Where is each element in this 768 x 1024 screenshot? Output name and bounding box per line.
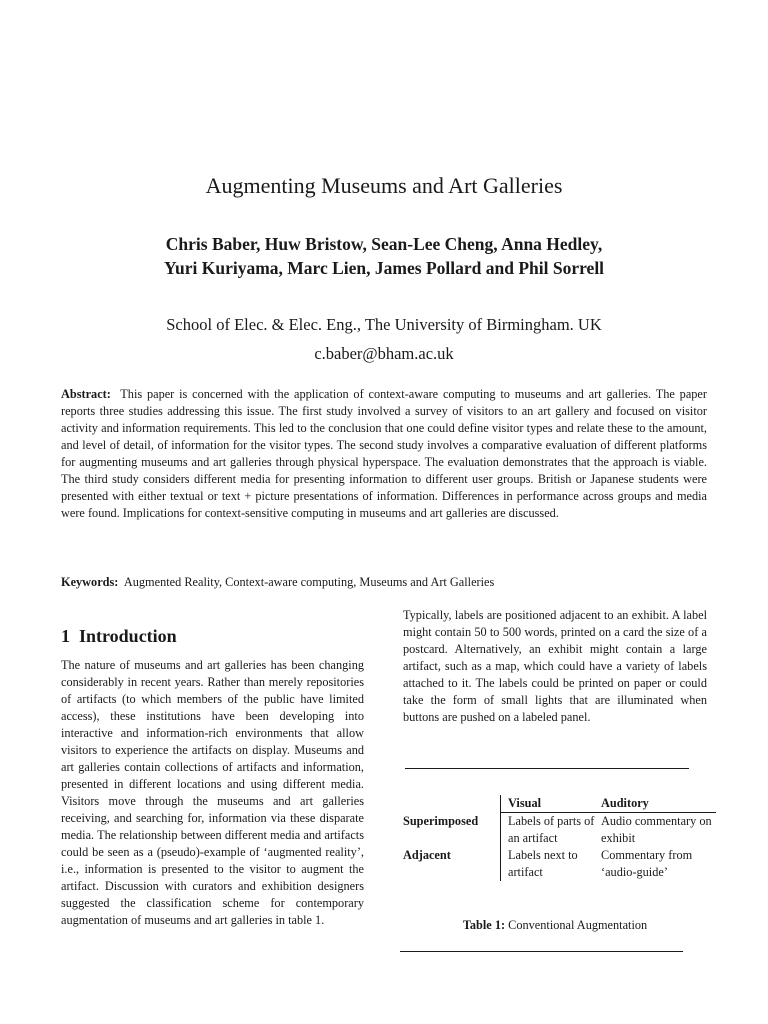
table-caption-text: Conventional Augmentation <box>508 918 648 932</box>
table-row-header: Superimposed <box>403 813 479 828</box>
table-row <box>399 813 716 848</box>
abstract-text: This paper is concerned with the application of context-aware computing to museums and art galleries. The paper reports three studies addressing this issue. The first study involved a survey of visitors to an art gallery and focused on visitor activity and information requirements. This led to the conclusion that one could define visitor types and relate these to the amount, and level of detail, of information for the visitor types. The second study involves a comparative evaluation of different platforms for augmenting museums and art galleries through physical hyperspace. The evaluation demonstrates that the approach is viable. The third study considers different media for presenting information to different user groups. British or Japanese students were presented with either textual or text + picture presentations of information. Differences in performance across groups and media were found. Implications for context-sensitive computing in museums and art galleries are discussed. <box>61 387 707 520</box>
table-row <box>399 847 716 881</box>
section-title: Introduction <box>79 626 177 646</box>
table-column-header: Visual <box>501 795 602 813</box>
keywords <box>61 574 707 591</box>
table-cell: Commentary from ‘audio-guide’ <box>601 848 693 879</box>
author-list-line-1: Chris Baber, Huw Bristow, Sean-Lee Cheng, Anna Hedley, <box>165 234 603 254</box>
table-row-header: Adjacent <box>403 848 451 862</box>
table-corner-cell <box>399 795 501 813</box>
keywords-text: Augmented Reality, Context-aware computing, Museums and Art Galleries <box>123 575 495 589</box>
author-email: c.baber@bham.ac.uk <box>314 344 454 363</box>
table-header-row <box>399 795 716 813</box>
right-column-paragraph: Typically, labels are positioned adjacent to an exhibit. A label might contain 50 to 500 words, printed on a card the size of a postcard. Alternatively, an exhibit might contain a large artifact, such as a map, which could have a variety of labels attached to it. The labels could be printed on paper or could take the form of small lights that are illuminated when buttons are pushed on a labeled panel. <box>403 608 707 724</box>
abstract-label: Abstract: <box>61 387 111 401</box>
paper-title: Augmenting Museums and Art Galleries <box>205 173 563 198</box>
table-caption <box>400 917 710 934</box>
section-number: 1 <box>61 626 70 646</box>
table-cell: Labels of parts of an artifact <box>501 813 602 848</box>
introduction-body: The nature of museums and art galleries has been changing considerably in recent years. Rather than merely repositories of artifacts (to which members of the public have limited access), these institutions have been developing into interactive and information-rich environments that allow visitors to experience the artifacts on display. Museums and art galleries contain collections of artifacts and information, presented in different locations and using different media. Visitors move through the museums and art galleries receiving, and searching for, information via these disparate media. The relationship between different media and artifacts could be seen as a (pseudo)-example of ‘augmented reality’, i.e., information is presented to the visitor to augment the artifact. Discussion with curators and exhibition designers suggested the classification scheme for contemporary augmentation of museums and art galleries in table 1. <box>61 658 364 927</box>
author-list-line-2: Yuri Kuriyama, Marc Lien, James Pollard and Phil Sorrell <box>163 258 605 278</box>
abstract <box>61 386 707 522</box>
table-column-header: Auditory <box>601 795 716 813</box>
table-cell: Audio commentary on exhibit <box>601 814 712 845</box>
table-caption-label: Table 1: <box>462 918 506 932</box>
table-bottom-rule <box>400 951 683 952</box>
table-1 <box>399 795 716 881</box>
table-cell: Labels next to artifact <box>501 847 602 881</box>
section-heading-introduction <box>61 624 177 648</box>
keywords-label: Keywords: <box>61 575 119 589</box>
affiliation: School of Elec. & Elec. Eng., The University of Birmingham. UK <box>166 315 602 334</box>
table-top-rule <box>405 768 689 769</box>
